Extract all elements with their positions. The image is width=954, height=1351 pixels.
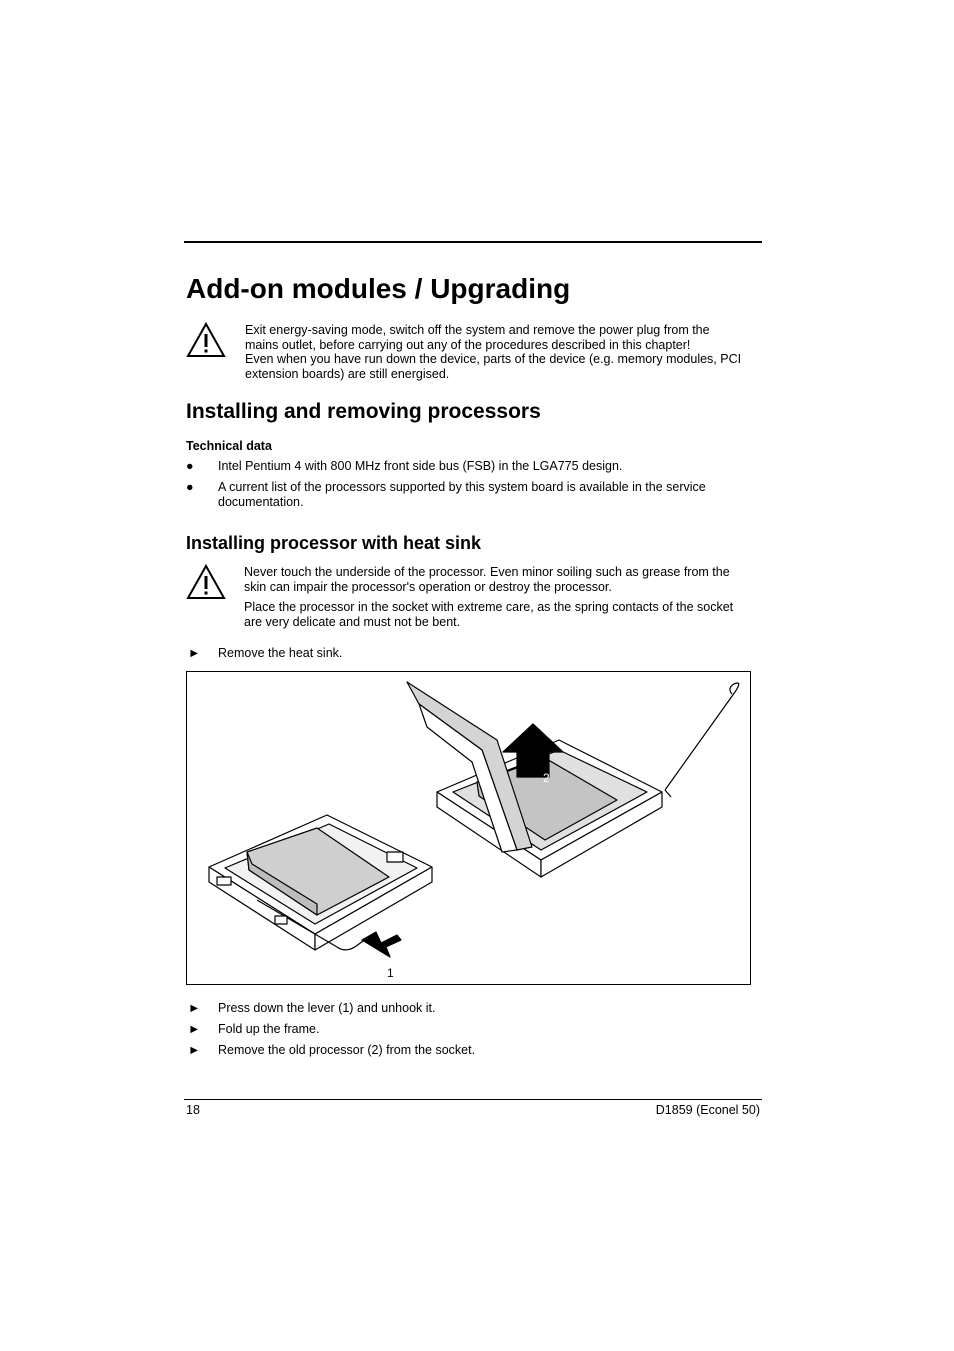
step-arrow-icon: ► — [188, 1001, 201, 1015]
document-reference: D1859 (Econel 50) — [655, 1103, 760, 1117]
footer-rule — [184, 1099, 762, 1100]
page-number: 18 — [186, 1103, 200, 1117]
technical-data-label: Technical data — [186, 439, 272, 453]
step-text: Fold up the frame. — [218, 1022, 320, 1036]
list-item: Intel Pentium 4 with 800 MHz front side bus (FSB) in the LGA775 design. — [218, 459, 623, 473]
step-arrow-icon: ► — [188, 646, 201, 660]
processor-socket-figure — [186, 671, 751, 985]
warning-icon — [186, 564, 226, 600]
arrow-1-icon — [362, 932, 401, 957]
step-arrow-icon: ► — [188, 1043, 201, 1057]
socket-illustration — [187, 672, 750, 984]
bullet-symbol: ● — [186, 459, 194, 473]
step-arrow-icon: ► — [188, 1022, 201, 1036]
bullet-symbol: ● — [186, 480, 194, 494]
section-title: Installing and removing processors — [186, 400, 541, 423]
warning-icon — [186, 322, 226, 358]
step-text: Remove the old processor (2) from the socket. — [218, 1043, 476, 1057]
step-text: Remove the heat sink. — [218, 646, 343, 660]
figure-label-2: 2 — [543, 771, 550, 785]
warning-text: Exit energy-saving mode, switch off the system and remove the power plug from the mains outlet, before carrying out any of the procedures described in this chapter! Even when you have run down the device, parts of the device (e.g. memory modules, PCI extension boards) are still energised. — [245, 323, 742, 381]
step-text: Press down the lever (1) and unhook it. — [218, 1001, 436, 1015]
subsection-title: Installing processor with heat sink — [186, 533, 482, 553]
warning-text: Never touch the underside of the processor. Even minor soiling such as grease from the skin can impair the processor's operation or destroy the processor. Place the processor in the socket with extreme care, as the spring contacts of the socket are very delicate and must not be bent. — [244, 565, 734, 629]
page-title: Add-on modules / Upgrading — [186, 273, 571, 304]
header-rule — [184, 241, 762, 243]
list-item: A current list of the processors supported by this system board is available in the service documentation. — [218, 480, 706, 509]
figure-label-1: 1 — [387, 966, 394, 980]
